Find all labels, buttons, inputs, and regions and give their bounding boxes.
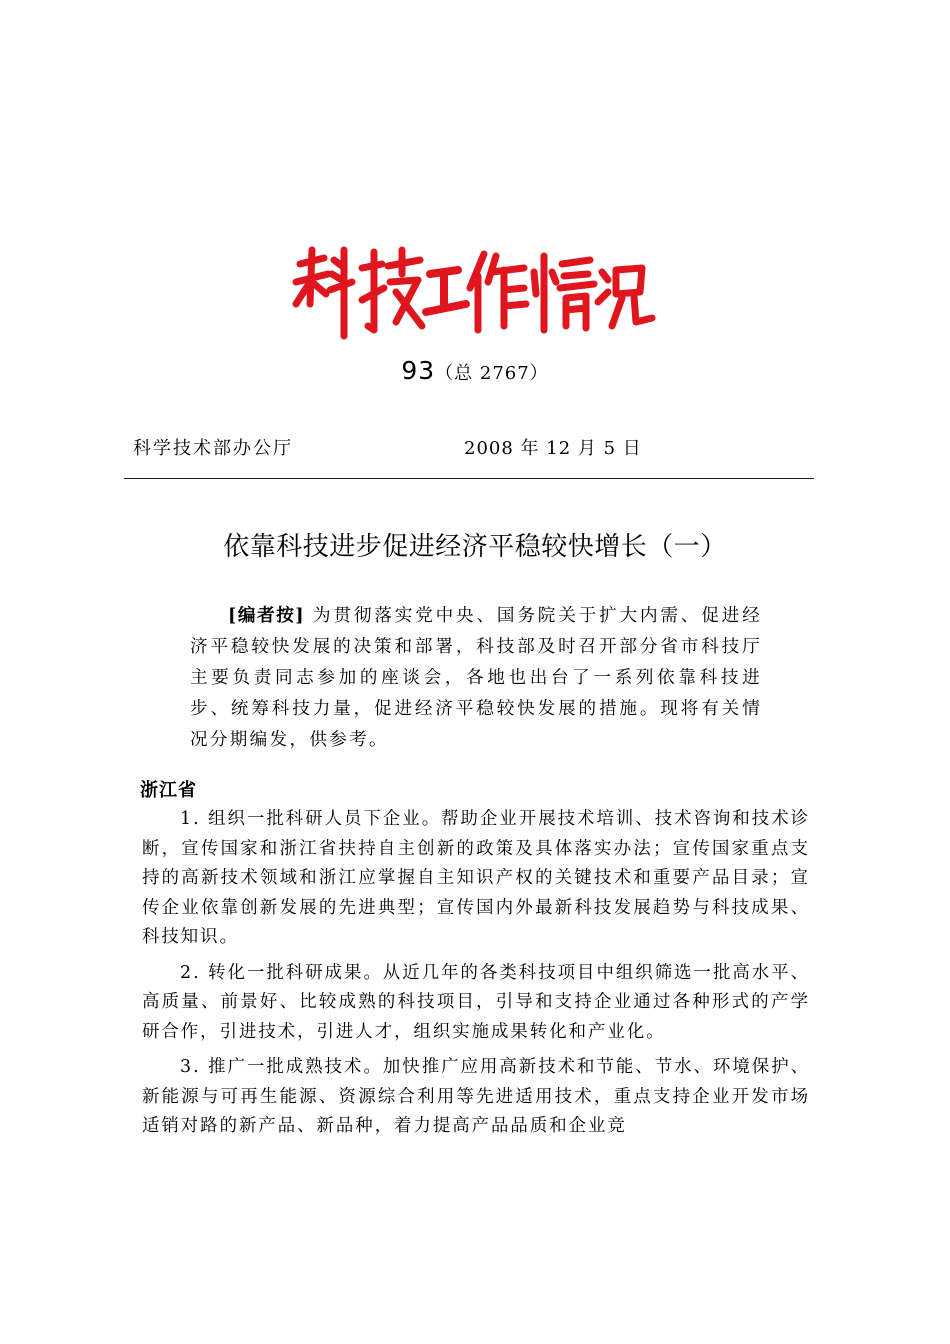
article-headline: 依靠科技进步促进经济平稳较快增长（一） bbox=[223, 532, 727, 562]
section-heading-province: 浙江省 bbox=[140, 780, 197, 801]
issue-total-number: （总 2767） bbox=[435, 363, 549, 384]
header-divider bbox=[124, 478, 814, 479]
issue-number-line bbox=[0, 356, 950, 385]
masthead-logo-graphic bbox=[290, 242, 658, 342]
body-paragraph: 2. 转化一批科研成果。从近几年的各类科技项目中组织筛选一批高水平、高质量、前景好、比较成熟的科技项目，引导和支持企业通过各种形式的产学研合作，引进技术，引进人才，组织实施成果转化和产业化。 bbox=[142, 962, 810, 1042]
editor-note bbox=[190, 600, 762, 756]
publication-meta bbox=[0, 434, 950, 462]
editor-note-tag: [编者按] bbox=[228, 605, 305, 626]
issue-date: 2008 年 12 月 5 日 bbox=[464, 438, 642, 459]
issuing-office: 科学技术部办公厅 bbox=[133, 438, 293, 459]
article-body bbox=[142, 805, 810, 1148]
issue-number: 93 bbox=[401, 356, 436, 385]
body-paragraph: 3. 推广一批成熟技术。加快推广应用高新技术和节能、节水、环境保护、新能源与可再生能源、资源综合利用等先进适用技术，重点支持企业开发市场适销对路的新产品、新品种，着力提高产品品质和企业竞 bbox=[142, 1057, 810, 1136]
masthead-calligraphy-logo bbox=[290, 242, 658, 342]
body-paragraph: 1. 组织一批科研人员下企业。帮助企业开展技术培训、技术咨询和技术诊断，宣传国家和浙江省扶持自主创新的政策及具体落实办法；宣传国家重点支持的高新技术领域和浙江应掌握自主知识产权的关键技术和重要产品目录；宣传企业依靠创新发展的先进典型；宣传国内外最新科技发展趋势与科技成果、科技知识。 bbox=[142, 809, 810, 947]
editor-note-text: 为贯彻落实党中央、国务院关于扩大内需、促进经济平稳较快发展的决策和部署，科技部及时召开部分省市科技厅主要负责同志参加的座谈会，各地也出台了一系列依靠科技进步、统筹科技力量，促进经济平稳较快发展的措施。现将有关情况分期编发，供参考。 bbox=[190, 606, 762, 750]
